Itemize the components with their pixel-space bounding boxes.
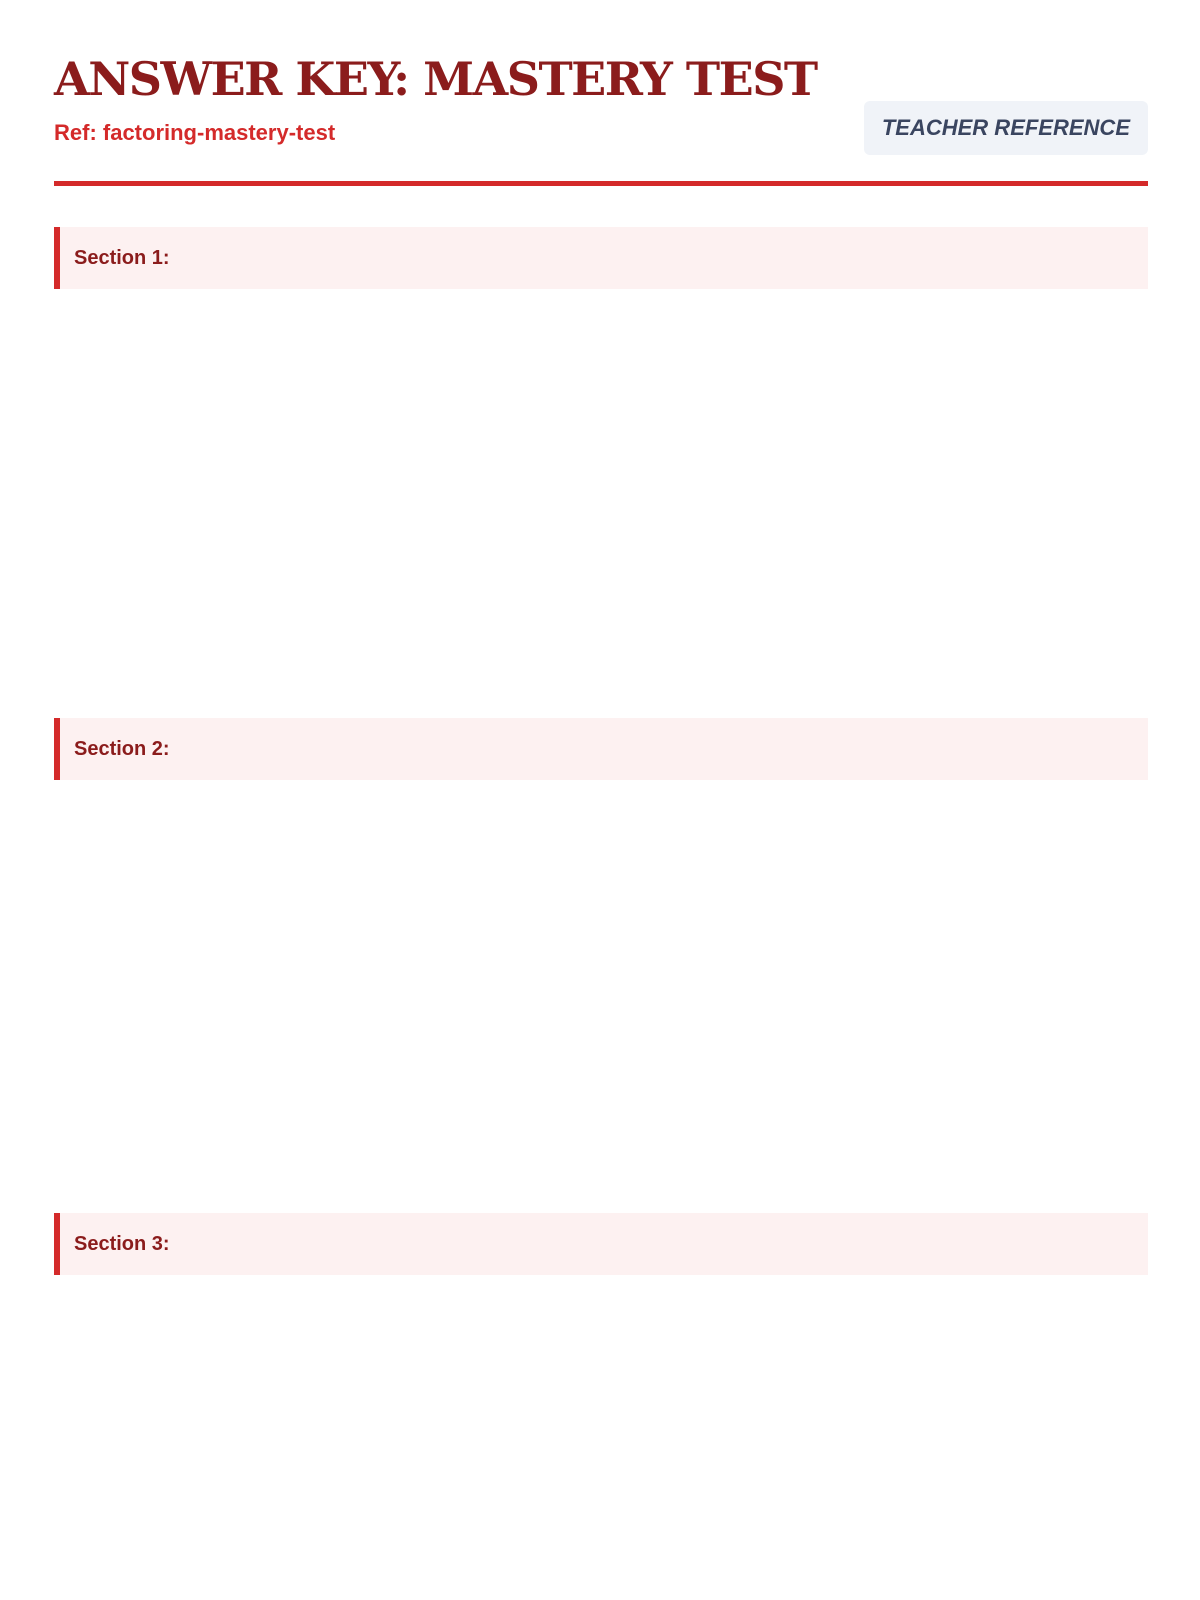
page-header [54, 0, 1148, 188]
answer-key-page [54, 0, 1148, 1255]
answer-grid [54, 780, 1148, 788]
teacher-reference-badge: TEACHER REFERENCE [864, 101, 1148, 155]
section-label: Section 3: [74, 1232, 170, 1255]
section-label: Section 1: [74, 246, 170, 269]
answer-grid [54, 289, 1148, 297]
section-a-equals-1 [54, 718, 1148, 788]
section-label: Section 2: [74, 737, 170, 760]
header-divider [54, 181, 1148, 186]
reference-id: Ref: factoring-mastery-test [54, 120, 336, 145]
section-a-greater-than-1 [54, 1213, 1148, 1283]
section-header [54, 1213, 1148, 1275]
section-gcf [54, 227, 1148, 297]
page-title: ANSWER KEY: MASTERY TEST [54, 52, 817, 106]
answer-grid [54, 1275, 1148, 1283]
section-header [54, 718, 1148, 780]
section-header [54, 227, 1148, 289]
